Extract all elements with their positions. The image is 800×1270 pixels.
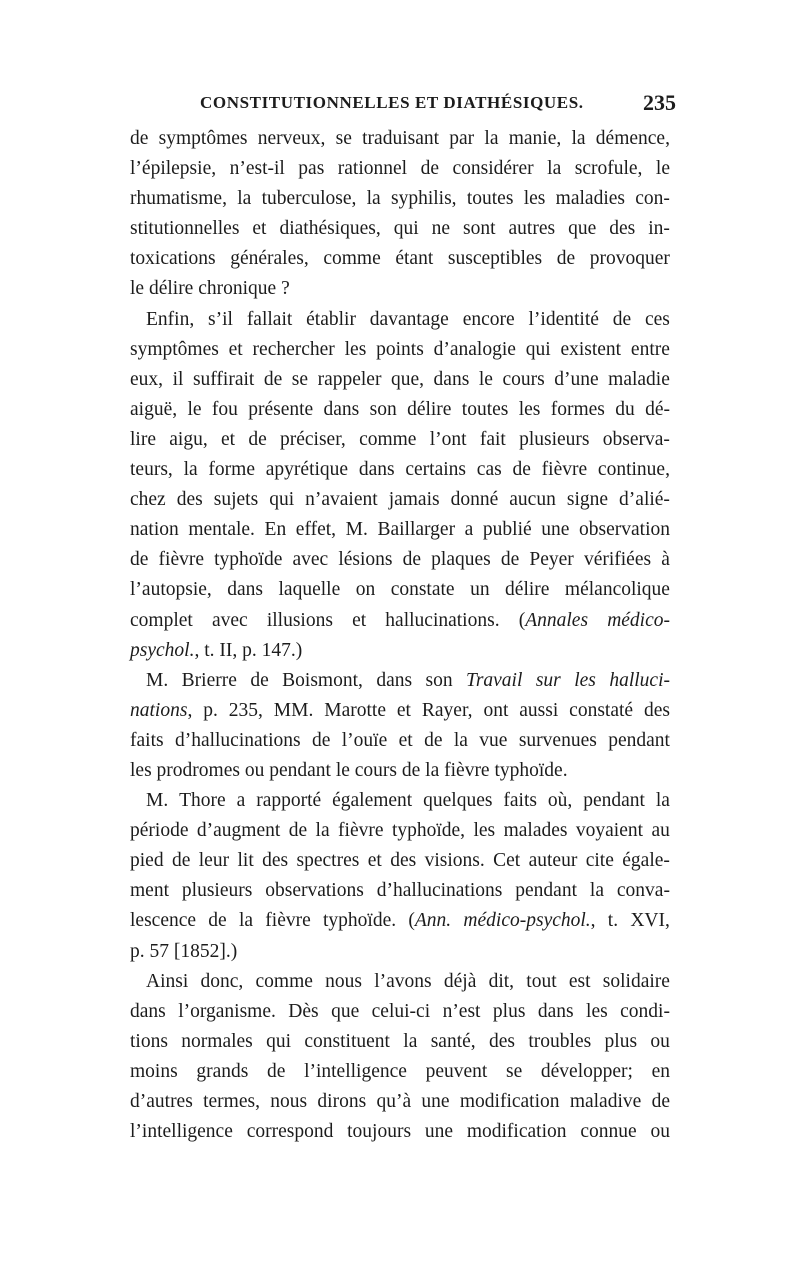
text-line: pied de leur lit des spectres et des visions. Cet auteur cite égale-	[130, 850, 670, 872]
text-line: période d’augment de la fièvre typhoïde, les malades voyaient au	[130, 820, 670, 842]
text-line: l’autopsie, dans laquelle on constate un délire mélancolique	[130, 579, 670, 601]
text-line: p. 57 [1852].)	[130, 940, 238, 962]
text-line: M. Brierre de Boismont, dans son Travail sur les halluci-	[146, 669, 670, 691]
text-line: toxications générales, comme étant susceptibles de provoquer	[130, 248, 670, 270]
running-header	[200, 90, 680, 117]
text-line: M. Thore a rapporté également quelques faits où, pendant la	[146, 790, 670, 812]
text-line: teurs, la forme apyrétique dans certains cas de fièvre continue,	[130, 459, 670, 481]
text-line: l’intelligence correspond toujours une modification connue ou	[130, 1121, 670, 1143]
text-line: Ainsi donc, comme nous l’avons déjà dit, tout est solidaire	[146, 970, 670, 992]
text-line: complet avec illusions et hallucinations. (Annales médico-	[130, 609, 670, 631]
text-line: Enfin, s’il fallait établir davantage encore l’identité de ces	[146, 308, 670, 330]
body-text	[130, 124, 670, 1147]
page-number: 235	[643, 90, 676, 115]
text-line: chez des sujets qui n’avaient jamais donné aucun signe d’alié-	[130, 489, 670, 511]
text-line: faits d’hallucinations de l’ouïe et de la vue survenues pendant	[130, 729, 670, 751]
text-line: de symptômes nerveux, se traduisant par la manie, la démence,	[130, 128, 670, 149]
text-line: lire aigu, et de préciser, comme l’ont fait plusieurs observa-	[130, 428, 670, 450]
text-line: le délire chronique ?	[130, 278, 290, 300]
text-line: lescence de la fièvre typhoïde. (Ann. médico-psychol., t. XVI,	[130, 910, 670, 932]
text-line: rhumatisme, la tuberculose, la syphilis, toutes les maladies con-	[130, 188, 670, 210]
text-line: psychol., t. II, p. 147.)	[130, 639, 303, 661]
text-line: tions normales qui constituent la santé, des troubles plus ou	[130, 1030, 670, 1052]
text-line: moins grands de l’intelligence peuvent se développer; en	[130, 1060, 670, 1082]
text-line: l’épilepsie, n’est-il pas rationnel de considérer la scrofule, le	[130, 158, 670, 180]
text-line: stitutionnelles et diathésiques, qui ne sont autres que des in-	[130, 218, 670, 240]
text-line: nation mentale. En effet, M. Baillarger a publié une observation	[130, 519, 670, 541]
text-line: d’autres termes, nous dirons qu’à une modification maladive de	[130, 1091, 670, 1112]
running-title: CONSTITUTIONNELLES ET DIATHÉSIQUES.	[200, 93, 584, 112]
text-line: eux, il suffirait de se rappeler que, dans le cours d’une maladie	[130, 368, 670, 390]
text-line: ment plusieurs observations d’hallucinations pendant la conva-	[130, 880, 670, 902]
text-line: de fièvre typhoïde avec lésions de plaques de Peyer vérifiées à	[130, 549, 670, 571]
text-line: aiguë, le fou présente dans son délire toutes les formes du dé-	[130, 398, 670, 420]
text-line: dans l’organisme. Dès que celui-ci n’est plus dans les condi-	[130, 1000, 670, 1022]
text-line: nations, p. 235, MM. Marotte et Rayer, ont aussi constaté des	[130, 699, 670, 721]
text-line: symptômes et rechercher les points d’analogie qui existent entre	[130, 338, 670, 360]
text-line: les prodromes ou pendant le cours de la fièvre typhoïde.	[130, 759, 568, 781]
